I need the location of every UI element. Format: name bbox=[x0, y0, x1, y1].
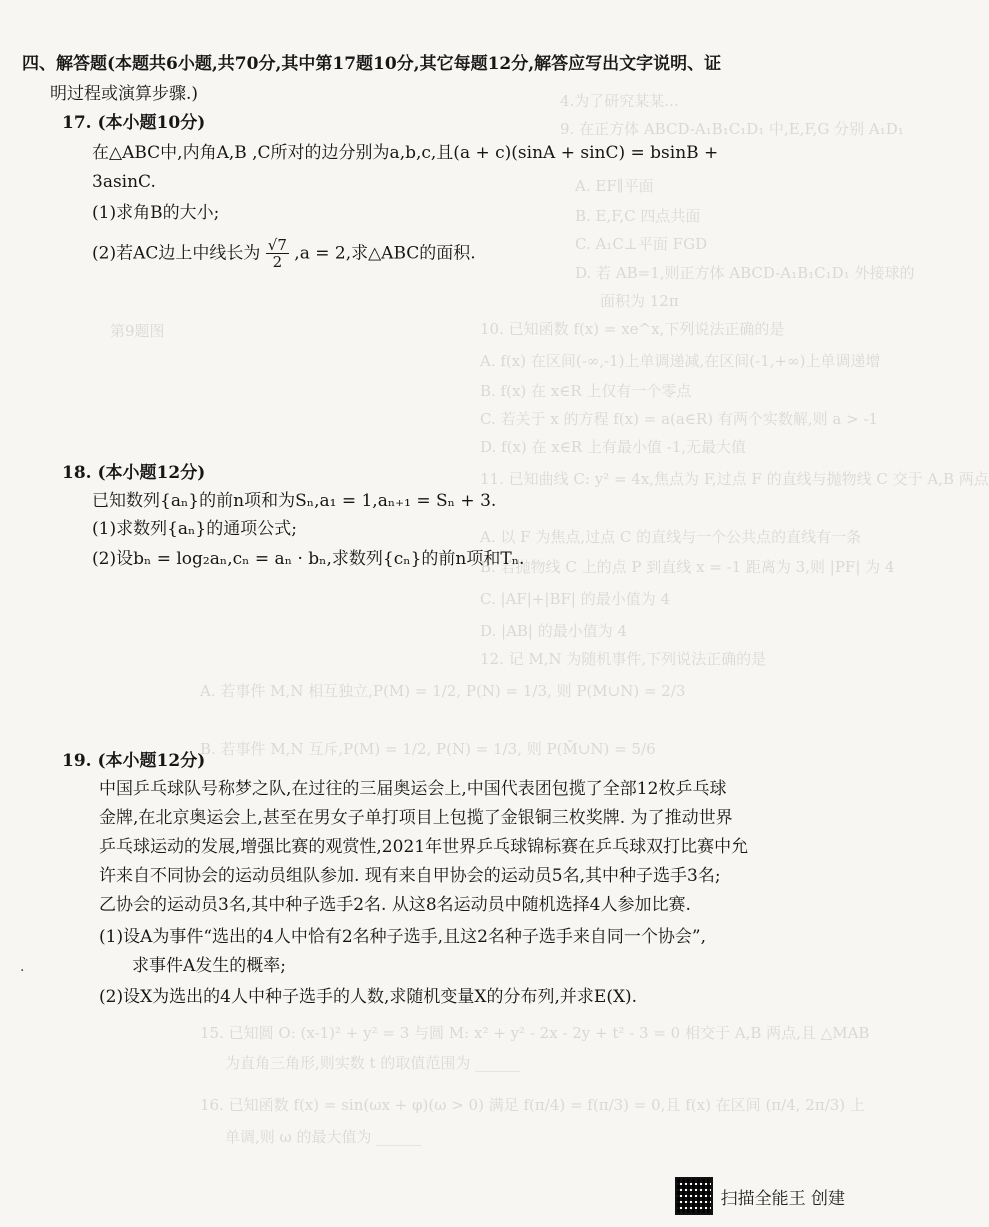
question-18-part-2: (2)设bₙ = log₂aₙ,cₙ = aₙ · bₙ,求数列{cₙ}的前n项和Tₙ. bbox=[92, 549, 525, 569]
bleed-through-text: D. |AB| 的最小值为 4 bbox=[480, 622, 628, 640]
scan-speck: · bbox=[20, 963, 25, 979]
bleed-through-text: B. 若事件 M,N 互斥,P(M) = 1/2, P(N) = 1/3, 则 P(M̄∪N) = 5/6 bbox=[200, 740, 656, 758]
qr-code-icon bbox=[675, 1177, 713, 1215]
question-19-part-1-continued: 求事件A发生的概率; bbox=[132, 956, 287, 976]
question-17-stem: 在△ABC中,内角A,B ,C所对的边分别为a,b,c,且(a + c)(sinA + sinC) = bsinB + bbox=[92, 143, 719, 163]
question-18-header: 18. (本小题12分) bbox=[62, 463, 206, 483]
bleed-through-text: 9. 在正方体 ABCD-A₁B₁C₁D₁ 中,E,F,G 分别 A₁D₁ bbox=[560, 120, 904, 138]
scanner-watermark bbox=[675, 1177, 845, 1215]
bleed-through-text: 11. 已知曲线 C: y² = 4x,焦点为 F,过点 F 的直线与抛物线 C 交于 A,B 两点 bbox=[480, 470, 989, 488]
bleed-through-text: B. E,F,C 四点共面 bbox=[575, 207, 701, 225]
bleed-through-text: C. 若关于 x 的方程 f(x) = a(a∈R) 有两个实数解,则 a > -1 bbox=[480, 410, 879, 428]
question-19-line-4: 许来自不同协会的运动员组队参加. 现有来自甲协会的运动员5名,其中种子选手3名; bbox=[99, 866, 721, 886]
section-header: 四、解答题(本题共6小题,共70分,其中第17题10分,其它每题12分,解答应写出文字说明、证 bbox=[22, 54, 722, 74]
question-19-line-1: 中国乒乓球队号称梦之队,在过往的三届奥运会上,中国代表团包揽了全部12枚乒乓球 bbox=[99, 779, 727, 799]
question-19-part-1: (1)设A为事件“选出的4人中恰有2名种子选手,且这2名种子选手来自同一个协会”, bbox=[99, 927, 706, 947]
bleed-through-text: 面积为 12π bbox=[600, 292, 679, 310]
bleed-through-text: 第9题图 bbox=[110, 322, 165, 340]
question-17-part-2-suffix: ,a = 2,求△ABC的面积. bbox=[294, 243, 476, 264]
bleed-through-text: 单调,则 ω 的最大值为 ______ bbox=[225, 1128, 422, 1146]
question-17-header: 17. (本小题10分) bbox=[62, 113, 206, 133]
question-19-header: 19. (本小题12分) bbox=[62, 751, 206, 771]
bleed-through-text: 为直角三角形,则实数 t 的取值范围为 ______ bbox=[225, 1054, 521, 1072]
bleed-through-text: A. 若事件 M,N 相互独立,P(M) = 1/2, P(N) = 1/3, 则 P(M∪N) = 2/3 bbox=[200, 682, 686, 700]
bleed-through-text: A. 以 F 为焦点,过点 C 的直线与一个公共点的直线有一条 bbox=[480, 528, 862, 546]
question-19-line-2: 金牌,在北京奥运会上,甚至在男女子单打项目上包揽了金银铜三枚奖牌. 为了推动世界 bbox=[99, 808, 733, 828]
question-17-part-2-prefix: (2)若AC边上中线长为 bbox=[92, 243, 261, 264]
section-header-continuation: 明过程或演算步骤.) bbox=[50, 84, 199, 104]
question-17-part-1: (1)求角B的大小; bbox=[92, 203, 220, 223]
question-19-line-3: 乒乓球运动的发展,增强比赛的观赏性,2021年世界乒乓球锦标赛在乒乓球双打比赛中允 bbox=[99, 837, 749, 857]
median-length-fraction bbox=[266, 238, 289, 270]
bleed-through-text: C. A₁C⊥平面 FGD bbox=[575, 235, 708, 253]
bleed-through-text: 10. 已知函数 f(x) = xe^x,下列说法正确的是 bbox=[480, 320, 785, 338]
bleed-through-text: 4.为了研究某某... bbox=[560, 92, 679, 110]
question-17-stem-continued: 3asinC. bbox=[92, 172, 156, 192]
bleed-through-text: B. 若抛物线 C 上的点 P 到直线 x = -1 距离为 3,则 |PF| 为 4 bbox=[480, 558, 895, 576]
bleed-through-text: A. EF∥平面 bbox=[575, 177, 654, 195]
question-19-line-5: 乙协会的运动员3名,其中种子选手2名. 从这8名运动员中随机选择4人参加比赛. bbox=[99, 895, 691, 915]
bleed-through-text: D. 若 AB=1,则正方体 ABCD-A₁B₁C₁D₁ 外接球的 bbox=[575, 264, 915, 282]
question-18-stem: 已知数列{aₙ}的前n项和为Sₙ,a₁ = 1,aₙ₊₁ = Sₙ + 3. bbox=[92, 491, 497, 511]
bleed-through-text: 16. 已知函数 f(x) = sin(ωx + φ)(ω > 0) 满足 f(π/4) = f(π/3) = 0,且 f(x) 在区间 (π/4, 2π/3) 上 bbox=[200, 1096, 865, 1114]
watermark-text: 扫描全能王 创建 bbox=[720, 1188, 845, 1209]
fraction-denominator: 2 bbox=[272, 253, 283, 271]
bleed-through-text: 12. 记 M,N 为随机事件,下列说法正确的是 bbox=[480, 650, 767, 668]
question-17-part-2 bbox=[92, 238, 476, 270]
bleed-through-text: 15. 已知圆 O: (x-1)² + y² = 3 与圆 M: x² + y² - 2x - 2y + t² - 3 = 0 相交于 A,B 两点,且 △MAB bbox=[200, 1024, 870, 1042]
fraction-numerator: √7 bbox=[267, 236, 287, 254]
bleed-through-text: B. f(x) 在 x∈R 上仅有一个零点 bbox=[480, 382, 692, 400]
bleed-through-text: D. f(x) 在 x∈R 上有最小值 -1,无最大值 bbox=[480, 438, 747, 456]
bleed-through-text: C. |AF|+|BF| 的最小值为 4 bbox=[480, 590, 671, 608]
question-19-part-2: (2)设X为选出的4人中种子选手的人数,求随机变量X的分布列,并求E(X). bbox=[99, 987, 638, 1007]
bleed-through-text: A. f(x) 在区间(-∞,-1)上单调递减,在区间(-1,+∞)上单调递增 bbox=[480, 352, 881, 370]
question-18-part-1: (1)求数列{aₙ}的通项公式; bbox=[92, 519, 297, 539]
